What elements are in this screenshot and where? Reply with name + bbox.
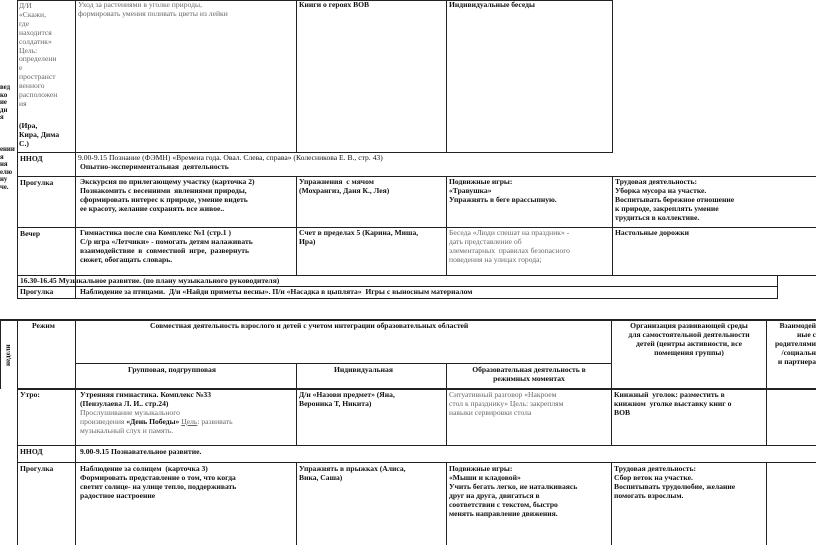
walk2-text: Наблюдение за птицами. Д/и «Найди приметы весны». П/и «Насадка в цыплята» Игры с выносным материалом bbox=[80, 287, 473, 296]
rule bbox=[446, 363, 447, 446]
nnod-text: 9.00-9.15 Познание (ФЭМН) «Времена года. Овал. Слева, справа» (Колесникова Е. В., стр. 43) bbox=[78, 153, 383, 162]
left-fragment-text: ении я ня елю ну че. bbox=[0, 146, 15, 191]
parents-header: Взаимодей ные с родителями /социальн и партнера bbox=[774, 321, 816, 366]
nnod-subtitle: Опытно-экспериментальная деятельность bbox=[80, 162, 229, 171]
didactic-game-names: (Ира, Кира, Дима С.) bbox=[19, 121, 60, 148]
regime-header: Режим bbox=[32, 321, 55, 330]
walk-label: Прогулка bbox=[20, 178, 54, 187]
rule bbox=[75, 319, 76, 545]
rule bbox=[296, 0, 297, 152]
nnod-label: ННОД bbox=[20, 154, 43, 163]
nnod2-label: ННОД bbox=[20, 447, 43, 456]
morning-gymnastics: Утренняя гимнастика. Комплекс №33 (Пензулаева Л. И.. стр.24) bbox=[80, 390, 211, 408]
morning-music-text: Прослушивание музыкального произведения bbox=[80, 408, 180, 426]
rule bbox=[446, 176, 447, 275]
rule bbox=[75, 0, 76, 298]
morning-music bbox=[80, 409, 294, 436]
rule bbox=[75, 363, 611, 364]
walk3-observation: Наблюдение за солнцем (карточка 3) Формировать представление о том, что когда светит солнце- на улице тепло, поддерживать радостное настроение bbox=[80, 464, 237, 500]
rule bbox=[611, 462, 612, 545]
walk3-individual: Упражнять в прыжках (Алиса, Вика, Саша) bbox=[299, 464, 406, 482]
morning-goal-text: : развивать музыкальный слух и память. bbox=[80, 416, 233, 435]
morning-goal-word: Цель bbox=[181, 416, 198, 426]
rule bbox=[17, 445, 816, 446]
evening-board-games: Настольные дорожки bbox=[615, 228, 689, 237]
morning-music-title: «День Победы» bbox=[126, 416, 180, 426]
morning-book-corner: Книжный уголок: разместить в книжном уголке выставку книг о ВОВ bbox=[614, 390, 732, 417]
week-vertical-label: недели bbox=[4, 344, 12, 366]
rule bbox=[17, 0, 18, 298]
rule bbox=[0, 319, 1, 389]
evening-gymnastics: Гимнастика после сна Комплекс №1 (стр.1 ) С/р игра «Летчики» - помогать детям налаживать взаимодействие в совместной игре, развернуть сюжет, обогащать словарь. bbox=[80, 228, 253, 264]
individual-talks-cell: Индивидуальные беседы bbox=[449, 0, 535, 9]
rule bbox=[296, 462, 297, 545]
walk2-label: Прогулка bbox=[20, 287, 54, 296]
environment-header: Организация развивающей среды для самостоятельной деятельности детей (центры активности, все помещения группы) bbox=[628, 321, 750, 357]
rule bbox=[766, 319, 767, 446]
walk3-games: Подвижные игры: «Мыши и кладовой» Учить бегать легко, не наталкиваясь друг на друга, двигаться в соответствии с текстом, быстро менять направление движения. bbox=[449, 464, 578, 518]
morning-individual: Д/и «Назови предмет» (Яна, Вероника Т, Никита) bbox=[299, 390, 395, 408]
education-column-header: Образовательная деятельность в режимных моментах bbox=[472, 365, 586, 383]
evening-talk: Беседа «Люди спешат на праздник» - дать представление об элементарных правилах безопасного поведения на улицах города; bbox=[449, 228, 570, 264]
nnod2-text: 9.00-9.15 Познавательное развитие. bbox=[80, 447, 202, 456]
rule bbox=[296, 363, 297, 446]
evening-label: Вечер bbox=[20, 229, 41, 238]
rule bbox=[611, 319, 612, 446]
morning-situational-talk: Ситуативный разговор «Накроем стол к празднику» Цель: закреплям навыки сервировки стола bbox=[449, 390, 564, 417]
music-row: 16.30-16.45 Музыкальное развитие. (по плану музыкального руководителя) bbox=[20, 276, 280, 285]
rule bbox=[17, 298, 777, 299]
left-fragment-text: вед ко ие дн я bbox=[0, 84, 11, 121]
walk-work: Трудовая деятельность: Уборка мусора на участке. Воспитывать бережное отношение к природе, закреплять умение трудиться в коллективе. bbox=[615, 177, 735, 222]
walk-games: Подвижные игры: «Травушка» Упражнять в беге врассыпную. bbox=[449, 177, 557, 204]
group-column-header: Групповая, подгрупповая bbox=[128, 365, 216, 374]
walk-individual: Упражнения с мячом (Мохрангиз, Даня К., Лея) bbox=[299, 177, 390, 195]
evening-individual: Счет в пределах 5 (Карина, Миша, Ира) bbox=[299, 228, 419, 246]
rule bbox=[296, 176, 297, 275]
rule bbox=[612, 176, 613, 275]
rule bbox=[17, 462, 816, 463]
didactic-game-cell: Д/И «Скажи, где находится солдатик» Цель: определени е пространст венного расположен ия bbox=[19, 1, 58, 108]
joint-activity-header: Совместная деятельность взрослого и детей с учетом интеграции образовательных областей bbox=[150, 321, 469, 330]
walk3-work: Трудовая деятельность: Сбор веток на участке. Воспитывать трудолюбие, желание помогать взрослым. bbox=[614, 464, 736, 500]
books-cell: Книги о героях ВОВ bbox=[299, 0, 370, 9]
morning-label: Утро: bbox=[20, 390, 40, 399]
rule bbox=[17, 319, 18, 545]
rule bbox=[612, 0, 613, 152]
walk-observation: Экскурсия по прилегающему участку (карточка 2) Познакомить с весенними явлениями природы, сформировать интерес к природе, умение видеть ее красоту, желание сохранять все живое.. bbox=[80, 177, 255, 213]
nature-care-cell: Уход за растениями в уголке природы, формировать умения поливать цветы из лейки bbox=[78, 0, 228, 18]
individual-column-header: Индивидуальная bbox=[334, 365, 393, 374]
rule bbox=[446, 0, 447, 152]
rule bbox=[766, 462, 767, 545]
rule bbox=[777, 275, 778, 299]
walk3-label: Прогулка bbox=[20, 464, 54, 473]
rule bbox=[446, 462, 447, 545]
